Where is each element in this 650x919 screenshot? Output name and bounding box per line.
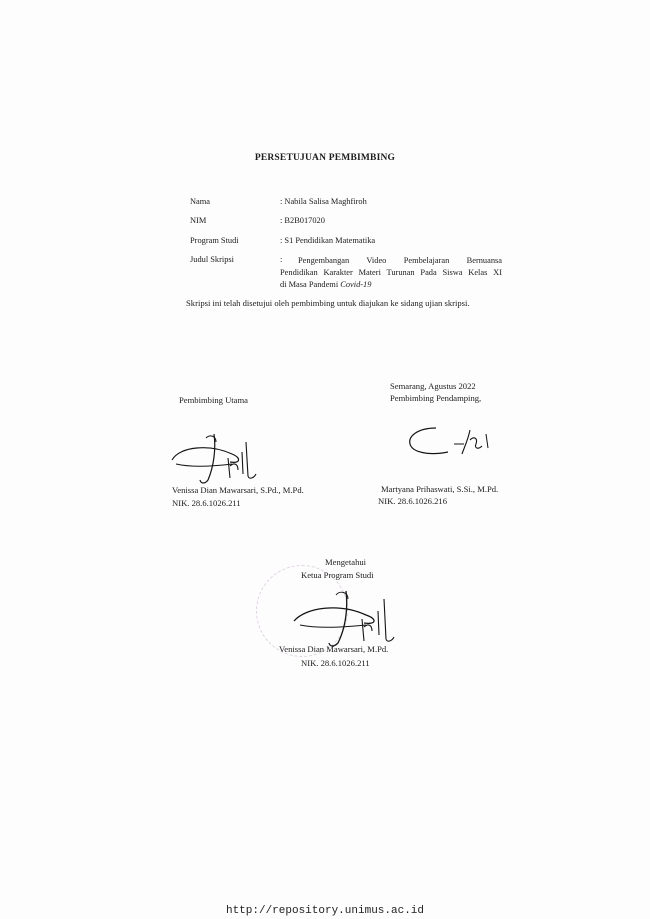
thesis-title-line-1: Pengembangan Video Pembelajaran Bernuansa (298, 256, 502, 265)
thesis-title (298, 255, 502, 267)
head-role: Ketua Program Studi (301, 570, 374, 580)
co-advisor-name: Martyana Prihaswati, S.Si., M.Pd. (381, 484, 499, 494)
head-name: Venissa Dian Mawarsari, M.Pd. (279, 644, 389, 654)
head-nik: NIK. 28.6.1026.211 (301, 658, 370, 668)
approval-sentence: Skripsi ini telah disetujui oleh pembimbing untuk diajukan ke sidang ujian skripsi. (186, 298, 470, 308)
main-advisor-nik: NIK. 28.6.1026.211 (172, 498, 241, 508)
head-known: Mengetahui (325, 557, 367, 567)
co-advisor-signature (404, 422, 504, 464)
thesis-title-line-2: Pendidikan Karakter Materi Turunan Pada Siswa Kelas XI (280, 268, 502, 277)
field-value-nama: : Nabila Salisa Maghfiroh (280, 197, 367, 206)
co-advisor-role: Pembimbing Pendamping, (390, 393, 482, 403)
field-value-nim: : B2B017020 (280, 216, 325, 225)
field-value-program-studi: : S1 Pendidikan Matematika (280, 236, 376, 245)
field-label-nama: Nama (190, 197, 210, 206)
main-advisor-signature (170, 428, 270, 486)
thesis-title-covid: Covid-19 (340, 280, 372, 289)
thesis-title-rest (280, 267, 502, 291)
main-advisor-role: Pembimbing Utama (179, 395, 248, 405)
place-date: Semarang, Agustus 2022 (390, 381, 476, 391)
field-label-nim: NIM (190, 216, 207, 225)
main-advisor-name: Venissa Dian Mawarsari, S.Pd., M.Pd. (172, 485, 304, 495)
head-signature (292, 585, 412, 650)
field-label-judul-skripsi: Judul Skripsi (190, 255, 234, 264)
repository-url: http://repository.unimus.ac.id (225, 905, 425, 917)
thesis-title-line-3-text: di Masa Pandemi (280, 280, 341, 289)
thesis-title-line-3 (280, 279, 502, 291)
co-advisor-nik: NIK. 28.6.1026.216 (378, 496, 447, 506)
field-colon-judul-skripsi: : (280, 255, 283, 264)
document-title: PERSETUJUAN PEMBIMBING (254, 153, 396, 163)
field-label-program-studi: Program Studi (190, 236, 239, 245)
